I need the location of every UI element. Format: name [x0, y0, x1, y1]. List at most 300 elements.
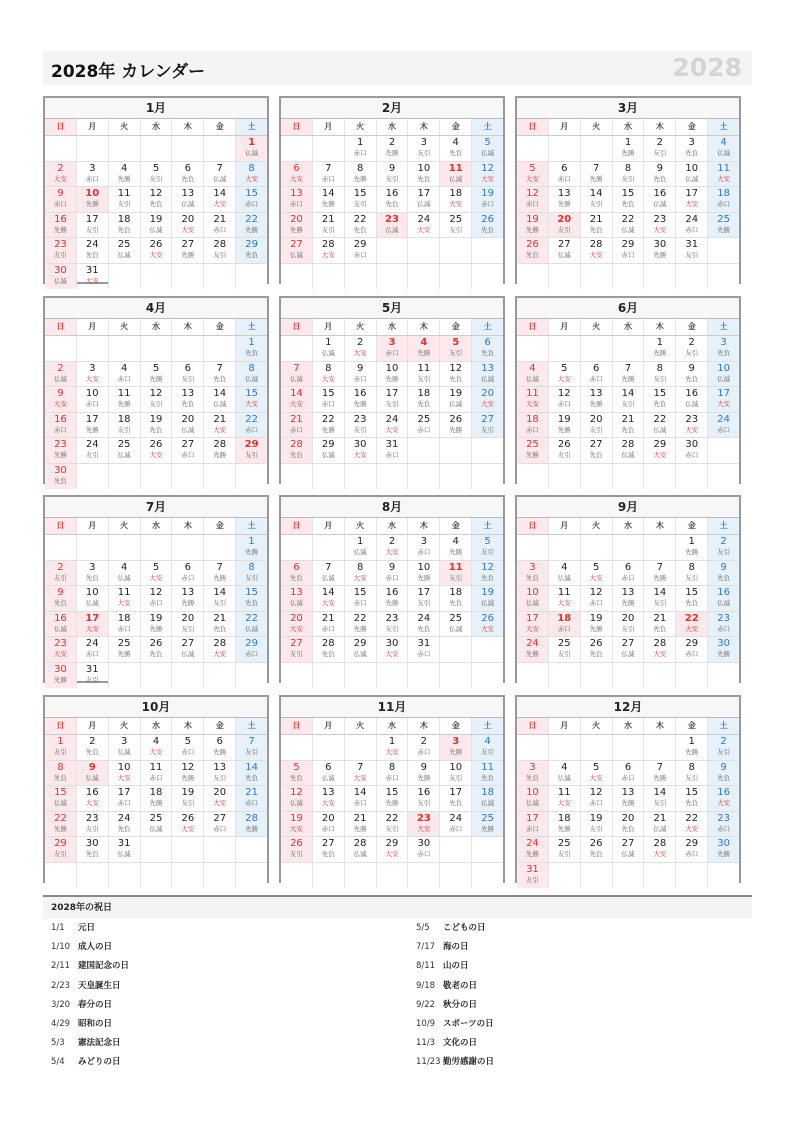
empty-cell [580, 663, 612, 688]
day-cell [548, 561, 580, 586]
rokuyo-label: 先勝 [353, 400, 367, 409]
day-cell [439, 786, 471, 811]
day-number: 2 [656, 137, 664, 148]
rokuyo-label: 赤口 [525, 824, 539, 833]
week-row [45, 336, 267, 362]
weekday-label: 金 [439, 319, 471, 335]
day-number: 23 [54, 439, 67, 451]
rokuyo-label: 友引 [353, 200, 367, 209]
empty-cell [312, 464, 344, 489]
day-cell [281, 637, 312, 662]
empty-cell [439, 663, 471, 688]
rokuyo-label: 赤口 [717, 624, 731, 633]
day-cell [439, 561, 471, 586]
rokuyo-label: 先勝 [117, 174, 131, 183]
rokuyo-label: 赤口 [385, 573, 399, 582]
day-number: 27 [290, 239, 303, 251]
day-cell [108, 238, 140, 263]
rokuyo-label: 仏滅 [621, 451, 635, 460]
day-number: 6 [184, 362, 192, 374]
day-number: 25 [149, 812, 163, 824]
rokuyo-label: 先勝 [245, 548, 259, 556]
weekday-label: 火 [580, 319, 612, 335]
weekday-label: 木 [171, 718, 203, 734]
rokuyo-label: 赤口 [557, 174, 571, 183]
day-cell [407, 362, 439, 387]
empty-cell [643, 535, 675, 560]
day-number: 25 [417, 413, 431, 425]
day-number: 21 [321, 213, 335, 225]
day-number: 2 [356, 337, 364, 348]
week-row [45, 387, 267, 413]
day-number: 6 [484, 337, 491, 348]
day-cell [312, 162, 344, 187]
day-number: 19 [149, 413, 163, 425]
empty-cell [517, 663, 548, 688]
weekday-header [45, 518, 267, 535]
week-row [281, 612, 503, 638]
day-cell [612, 586, 644, 611]
day-cell [376, 735, 408, 760]
day-cell [45, 387, 76, 412]
day-number: 1 [388, 736, 396, 747]
day-number: 29 [685, 638, 699, 650]
rokuyo-label: 友引 [213, 251, 227, 260]
empty-cell [235, 663, 267, 688]
day-cell [376, 162, 408, 187]
day-number: 2 [688, 337, 695, 348]
rokuyo-label: 先勝 [685, 548, 699, 556]
day-cell [548, 413, 580, 438]
year-watermark: 2028 [672, 53, 742, 82]
week-row [281, 863, 503, 888]
day-number: 8 [248, 362, 255, 374]
day-cell [643, 761, 675, 786]
day-number: 5 [152, 561, 160, 573]
day-number: 4 [561, 561, 568, 573]
day-number: 3 [529, 561, 536, 573]
rokuyo-label: 友引 [417, 149, 431, 157]
day-number: 12 [449, 362, 463, 374]
holiday-name: 敬老の日 [443, 980, 478, 991]
rokuyo-label: 仏滅 [449, 400, 463, 409]
rokuyo-label: 赤口 [417, 748, 431, 756]
day-cell [171, 162, 203, 187]
day-number: 2 [420, 736, 428, 747]
empty-cell [376, 264, 408, 289]
day-number: 16 [717, 587, 730, 599]
weekday-label: 月 [312, 119, 344, 135]
holiday-date: 10/9 [416, 1019, 436, 1029]
weekday-label: 日 [281, 518, 312, 534]
empty-cell [171, 264, 203, 289]
rokuyo-label: 大安 [289, 624, 303, 633]
rokuyo-label: 友引 [85, 225, 99, 234]
day-cell [612, 162, 644, 187]
holiday-date: 1/10 [51, 942, 71, 953]
day-number: 10 [417, 561, 431, 573]
day-cell [643, 812, 675, 837]
rokuyo-label: 赤口 [117, 624, 131, 633]
rokuyo-label: 大安 [685, 824, 699, 833]
day-cell [407, 812, 439, 837]
day-cell [675, 612, 707, 637]
rokuyo-label: 仏滅 [117, 573, 131, 582]
rokuyo-label: 仏滅 [685, 174, 699, 183]
rokuyo-label: 仏滅 [213, 400, 227, 409]
day-number: 4 [720, 137, 727, 148]
day-cell [675, 136, 707, 161]
day-cell [707, 761, 739, 786]
day-cell [643, 336, 675, 361]
rokuyo-label: 仏滅 [525, 374, 539, 383]
rokuyo-label: 友引 [481, 425, 495, 434]
rokuyo-label: 先勝 [181, 251, 195, 260]
rokuyo-label: 大安 [149, 573, 163, 582]
rokuyo-label: 仏滅 [53, 624, 67, 633]
month-name: 6月 [517, 298, 739, 319]
empty-cell [45, 863, 76, 888]
day-cell [471, 162, 503, 187]
rokuyo-label: 大安 [289, 400, 303, 409]
day-cell [471, 362, 503, 387]
holiday-name: 天皇誕生日 [78, 980, 121, 991]
day-cell [171, 761, 203, 786]
day-number: 26 [481, 612, 494, 624]
rokuyo-label: 先負 [417, 174, 431, 183]
day-number: 15 [685, 787, 699, 799]
day-number: 16 [54, 612, 67, 624]
weekday-label: 日 [45, 319, 76, 335]
rokuyo-label: 赤口 [717, 824, 731, 833]
page-header [43, 51, 752, 85]
day-cell [76, 837, 108, 862]
day-number: 19 [589, 812, 603, 824]
rokuyo-label: 友引 [117, 425, 131, 434]
day-number: 19 [290, 812, 303, 824]
day-number: 6 [592, 362, 600, 374]
day-cell [140, 362, 172, 387]
day-number: 17 [85, 413, 99, 425]
weekday-label: 土 [235, 319, 267, 335]
day-number: 5 [484, 137, 491, 148]
day-cell [140, 761, 172, 786]
day-number: 21 [290, 413, 303, 425]
day-cell [140, 735, 172, 760]
day-number: 25 [557, 838, 571, 850]
day-cell [45, 786, 76, 811]
day-number: 12 [181, 761, 195, 773]
rokuyo-label: 仏滅 [385, 225, 399, 234]
empty-cell [76, 464, 108, 489]
rokuyo-label: 大安 [353, 349, 367, 357]
day-number: 31 [417, 638, 431, 650]
weekday-label: 日 [45, 119, 76, 135]
day-cell [140, 438, 172, 463]
day-cell [675, 187, 707, 212]
day-number: 20 [213, 787, 227, 799]
weekday-label: 火 [108, 119, 140, 135]
day-number: 18 [417, 388, 431, 400]
weekday-label: 木 [643, 518, 675, 534]
day-cell [376, 387, 408, 412]
day-number: 4 [529, 362, 536, 374]
day-number: 16 [653, 188, 667, 200]
empty-cell [108, 136, 140, 161]
day-cell [45, 438, 76, 463]
month-8 [279, 495, 505, 683]
rokuyo-label: 先勝 [417, 573, 431, 582]
day-number: 15 [621, 188, 635, 200]
day-cell [108, 735, 140, 760]
rokuyo-label: 友引 [557, 451, 571, 460]
day-cell [171, 362, 203, 387]
empty-cell [439, 863, 471, 888]
week-row [45, 612, 267, 638]
day-cell [312, 413, 344, 438]
month-6 [515, 296, 741, 484]
holiday-list-title: 2028年の祝日 [43, 897, 752, 919]
empty-cell [344, 663, 376, 688]
day-cell [675, 362, 707, 387]
rokuyo-label: 大安 [245, 174, 259, 183]
day-cell [171, 387, 203, 412]
rokuyo-label: 赤口 [289, 200, 303, 209]
day-cell [344, 612, 376, 637]
day-cell [675, 812, 707, 837]
day-cell [439, 761, 471, 786]
empty-cell [203, 336, 235, 361]
day-number: 8 [656, 362, 664, 374]
holiday-name: 成人の日 [78, 942, 113, 953]
day-cell [171, 637, 203, 662]
day-number: 12 [526, 188, 539, 200]
rokuyo-label: 赤口 [321, 824, 335, 833]
day-cell [439, 735, 471, 760]
day-number: 28 [653, 638, 667, 650]
empty-cell [140, 336, 172, 361]
week-row [517, 663, 739, 688]
day-number: 24 [417, 612, 431, 624]
day-number: 4 [452, 137, 459, 148]
day-number: 14 [213, 388, 227, 400]
rokuyo-label: 友引 [385, 624, 399, 633]
rokuyo-label: 大安 [589, 251, 603, 260]
day-cell [312, 187, 344, 212]
empty-cell [171, 535, 203, 560]
day-cell [235, 336, 267, 361]
day-number: 2 [57, 561, 64, 573]
day-number: 15 [245, 587, 258, 599]
day-number: 17 [85, 213, 99, 225]
day-number: 11 [481, 761, 494, 773]
rokuyo-label: 大安 [525, 624, 539, 633]
day-cell [407, 586, 439, 611]
rokuyo-label: 仏滅 [621, 225, 635, 234]
day-number: 5 [484, 536, 491, 547]
rokuyo-label: 赤口 [525, 200, 539, 209]
day-cell [675, 761, 707, 786]
day-number: 17 [417, 587, 431, 599]
day-number: 2 [89, 736, 96, 747]
day-number: 15 [353, 188, 367, 200]
day-number: 1 [57, 736, 64, 747]
day-number: 17 [85, 612, 100, 624]
day-cell [580, 637, 612, 662]
empty-cell [407, 863, 439, 888]
week-row [45, 136, 267, 162]
rokuyo-label: 仏滅 [181, 200, 195, 209]
day-cell [76, 812, 108, 837]
rokuyo-label: 仏滅 [717, 599, 731, 608]
rokuyo-label: 友引 [653, 149, 667, 157]
day-cell [707, 362, 739, 387]
day-number: 6 [624, 761, 632, 773]
rokuyo-label: 先負 [417, 400, 431, 409]
weekday-label: 土 [707, 718, 739, 734]
day-number: 14 [321, 587, 335, 599]
day-number: 26 [449, 413, 463, 425]
empty-cell [643, 464, 675, 489]
holiday-name: 憲法記念日 [78, 1038, 121, 1049]
day-cell [643, 837, 675, 862]
rokuyo-label: 先負 [245, 599, 259, 608]
rokuyo-label: 赤口 [181, 451, 195, 460]
day-cell [140, 238, 172, 263]
day-cell [471, 786, 503, 811]
rokuyo-label: 赤口 [245, 799, 259, 808]
rokuyo-label: 先負 [653, 624, 667, 633]
day-number: 20 [621, 812, 635, 824]
month-name: 1月 [45, 98, 267, 119]
rokuyo-label: 仏滅 [717, 374, 731, 383]
day-cell [376, 837, 408, 862]
day-number: 26 [149, 638, 163, 650]
holiday-date: 1/1 [51, 923, 65, 933]
rokuyo-label: 赤口 [621, 573, 635, 582]
day-number: 20 [181, 213, 195, 225]
day-number: 17 [417, 188, 431, 200]
empty-cell [517, 336, 548, 361]
day-cell [171, 812, 203, 837]
weekday-label: 月 [76, 518, 108, 534]
day-number: 2 [388, 137, 396, 148]
rokuyo-label: 仏滅 [557, 251, 571, 260]
day-cell [312, 637, 344, 662]
day-cell [439, 535, 471, 560]
day-cell [76, 213, 108, 238]
day-number: 6 [216, 736, 223, 747]
day-cell [707, 187, 739, 212]
rokuyo-label: 先勝 [385, 374, 399, 383]
day-number: 2 [720, 736, 727, 747]
day-number: 29 [385, 838, 399, 850]
holiday-item [416, 1015, 494, 1034]
day-number: 28 [290, 439, 303, 451]
day-cell [580, 812, 612, 837]
rokuyo-label: 赤口 [417, 850, 431, 859]
empty-cell [439, 238, 471, 263]
empty-cell [612, 663, 644, 688]
day-number: 12 [481, 561, 494, 573]
day-number: 13 [589, 388, 603, 400]
rokuyo-label: 赤口 [557, 400, 571, 409]
day-number: 3 [420, 137, 428, 148]
weekday-label: 土 [235, 119, 267, 135]
empty-cell [407, 264, 439, 289]
empty-cell [580, 136, 612, 161]
empty-cell [235, 264, 267, 289]
rokuyo-label: 先負 [449, 599, 463, 608]
day-cell [281, 187, 312, 212]
empty-cell [675, 863, 707, 888]
day-number: 22 [245, 213, 258, 225]
day-cell [344, 438, 376, 463]
rokuyo-label: 大安 [717, 400, 731, 409]
rokuyo-label: 仏滅 [481, 799, 495, 808]
day-cell [376, 136, 408, 161]
holiday-name: みどりの日 [78, 1057, 121, 1068]
day-number: 14 [589, 188, 603, 200]
rokuyo-label: 友引 [621, 400, 635, 409]
rokuyo-label: 先勝 [621, 149, 635, 157]
day-cell [281, 837, 312, 862]
rokuyo-label: 友引 [149, 174, 163, 183]
day-cell [707, 136, 739, 161]
rokuyo-label: 仏滅 [449, 624, 463, 633]
week-row [517, 387, 739, 413]
rokuyo-label: 仏滅 [53, 374, 67, 383]
holiday-item [416, 919, 486, 938]
day-number: 16 [717, 787, 730, 799]
day-cell [707, 561, 739, 586]
day-number: 28 [213, 239, 227, 251]
empty-cell [707, 238, 739, 263]
day-number: 20 [589, 413, 603, 425]
weekday-label: 火 [344, 718, 376, 734]
rokuyo-label: 大安 [589, 573, 603, 582]
week-row [45, 438, 267, 464]
day-cell [344, 761, 376, 786]
empty-cell [643, 735, 675, 760]
rokuyo-label: 先負 [53, 773, 67, 782]
day-cell [439, 136, 471, 161]
weekday-label: 木 [643, 319, 675, 335]
day-number: 24 [417, 213, 431, 225]
day-number: 21 [321, 612, 335, 624]
day-cell [439, 187, 471, 212]
day-number: 9 [388, 561, 396, 573]
day-cell [203, 586, 235, 611]
rokuyo-label: 先負 [481, 225, 495, 234]
day-number: 10 [717, 362, 730, 374]
month-name: 9月 [517, 497, 739, 518]
day-number: 21 [213, 213, 227, 225]
weekday-header [45, 119, 267, 136]
rokuyo-label: 先勝 [589, 400, 603, 409]
rokuyo-label: 友引 [717, 748, 731, 756]
day-cell [548, 637, 580, 662]
day-number: 8 [248, 162, 255, 174]
rokuyo-label: 先負 [385, 200, 399, 209]
day-number: 6 [293, 162, 300, 174]
week-row [517, 535, 739, 561]
day-number: 7 [293, 362, 300, 374]
day-cell [643, 238, 675, 263]
rokuyo-label: 大安 [181, 225, 195, 234]
day-number: 13 [621, 787, 635, 799]
day-cell [643, 786, 675, 811]
